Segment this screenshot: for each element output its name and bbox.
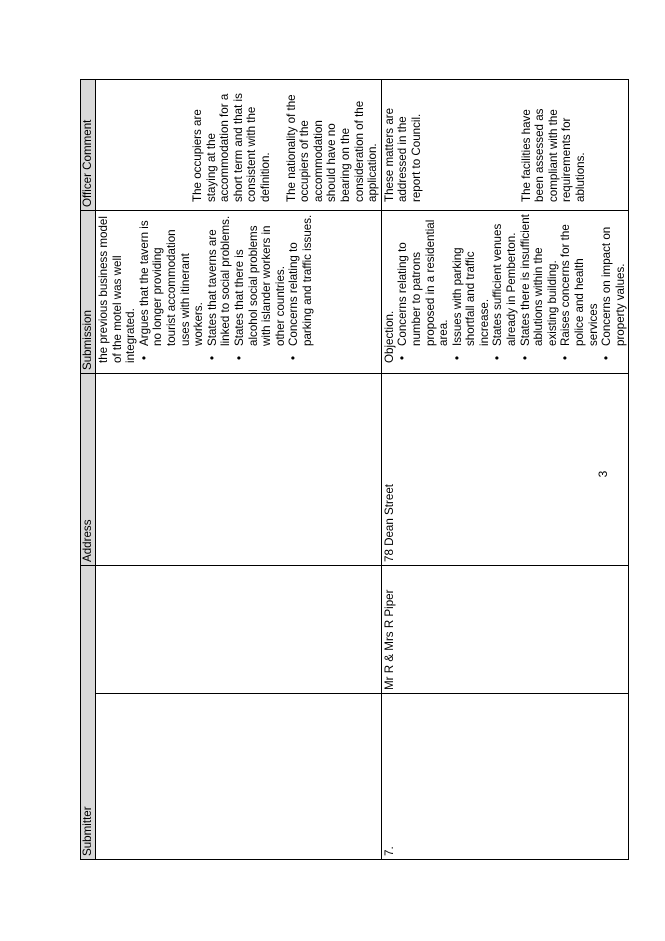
- list-item: • States there is insufficient ablutions within the existing building.: [518, 214, 559, 360]
- officer-comment-cell: [381, 80, 629, 211]
- submitter-cell: Mr R & Mrs R Piper: [381, 566, 629, 694]
- row-number-cell: [96, 694, 382, 860]
- submission-lead-text: Objection.: [382, 310, 396, 363]
- officer-comment-text: The nationality of the occupiers of the accommodation should have no bearing on the consideration of the application.: [284, 94, 380, 202]
- list-item: • Raises concerns for the police and health services: [559, 224, 600, 360]
- submitter-cell: [96, 566, 382, 694]
- address-cell: [96, 374, 382, 566]
- officer-comment-text: The facilities have been assessed as compliant with the requirements for ablutions.: [519, 108, 587, 202]
- row-number-cell: 7.: [381, 694, 629, 860]
- officer-comment-text: The occupiers are staying at the accommodation for a short term and that is consistent with the definition.: [191, 93, 272, 202]
- submission-bullet-list: [138, 214, 315, 363]
- submissions-table: [80, 79, 629, 860]
- header-address: Address: [81, 374, 96, 566]
- address-cell: 78 Dean Street: [381, 374, 629, 566]
- header-submission: Submission: [81, 211, 96, 374]
- list-item: • Issues with parking shortfall and traffic increase.: [450, 247, 491, 360]
- officer-comment-text: These matters are addressed in the report to Council.: [382, 107, 423, 202]
- submission-lead-text: the previous business model of the motel was well integrated.: [97, 216, 138, 363]
- list-item: • Concerns relating to parking and traffic issues.: [287, 214, 314, 360]
- header-submitter: Submitter: [81, 566, 96, 860]
- officer-comment-cell: [96, 80, 382, 211]
- list-item: • Concerns relating to number to patrons proposed in a residential area.: [396, 219, 451, 360]
- submission-bullet-list: [396, 214, 627, 363]
- page-number: 3: [596, 470, 610, 478]
- header-officer-comment: Officer Comment: [81, 80, 96, 211]
- list-item: • States that there is alcohol social problems with islander workers in other countries.: [232, 225, 287, 360]
- list-item: • Concerns on impact on property values.: [600, 226, 627, 360]
- submission-cell: [381, 211, 629, 374]
- list-item: • States that taverns are linked to social problems.: [205, 215, 233, 360]
- list-item: • States sufficient venues already in Pemberton.: [491, 223, 519, 360]
- table-header-row: [81, 80, 96, 860]
- submission-cell: [96, 211, 382, 374]
- rotated-page-content: [80, 80, 627, 860]
- list-item: • Argues that the tavern is no longer providing tourist accommodation uses with itinerant workers.: [137, 220, 206, 360]
- table-row: [381, 80, 629, 860]
- table-row: [96, 80, 382, 860]
